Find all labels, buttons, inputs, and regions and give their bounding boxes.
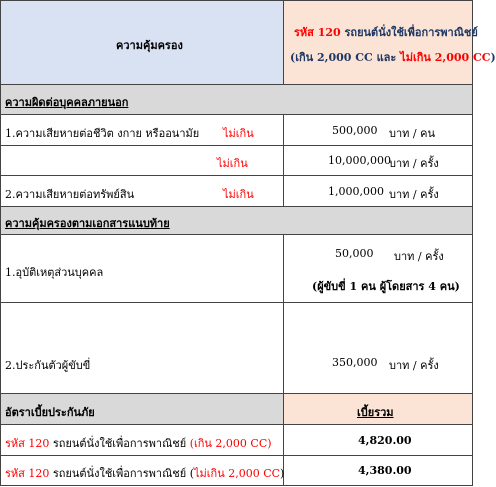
- header-cc-red: ไม่เกิน 2,000 CC: [400, 51, 491, 64]
- premium-column: เบี้ยรวม: [357, 406, 394, 419]
- row-limit: ไม่เกิน: [223, 188, 254, 201]
- row-left-cell: [0, 115, 284, 145]
- row-unit: บาท / ครั้ง: [394, 250, 444, 263]
- premium-desc: รถยนต์นั่งใช้เพื่อการพาณิชย์: [52, 467, 187, 480]
- row-amount: 500,000: [332, 124, 378, 137]
- header-left-label: ความคุ้มครอง: [116, 39, 183, 52]
- table-row: [0, 175, 473, 206]
- header-cc-open: (เกิน 2,000 CC และ: [290, 51, 397, 64]
- header-right-line2: [290, 48, 496, 66]
- row-label: 2.ความเสียหายต่อทรัพย์สิน: [5, 188, 135, 201]
- table-row: [0, 455, 473, 485]
- row-amount: 10,000,000: [328, 154, 391, 167]
- row-right-cell: [284, 146, 473, 175]
- row-left-cell: [0, 425, 284, 455]
- row-unit: บาท / ครั้ง: [389, 188, 439, 201]
- row-right-cell: [284, 303, 473, 393]
- row-unit: บาท / คน: [389, 127, 435, 140]
- header-right-line1: [294, 23, 478, 41]
- table-row: [0, 145, 473, 175]
- table-bottom-border: [0, 485, 473, 486]
- section1-title-cell: [0, 85, 473, 114]
- premium-row-text: [5, 434, 272, 452]
- row-unit: บาท / ครั้ง: [389, 157, 439, 170]
- row-amount: 50,000: [335, 247, 374, 260]
- section2-title-cell: [0, 207, 473, 234]
- header-cc-close: ): [490, 51, 496, 64]
- premium-row-text: [5, 464, 284, 482]
- premium-cc-red: ไม่เกิน 2,000 CC: [193, 467, 281, 480]
- section1-title: ความผิดต่อบุคคลภายนอก: [5, 96, 129, 109]
- row-limit: ไม่เกิน: [223, 127, 254, 140]
- row-left-cell: [0, 235, 284, 302]
- table-row: [0, 302, 473, 393]
- row-left-cell: [0, 176, 284, 206]
- header-code: รหัส 120: [294, 26, 341, 39]
- row-right-cell: [284, 425, 473, 455]
- premium-cc: (เกิน 2,000 CC): [189, 437, 272, 450]
- row-note: (ผู้ขับขี่ 1 คน ผู้โดยสาร 4 คน): [312, 280, 460, 293]
- row-label: 1.ความเสียหายต่อชีวิต งกาย หรืออนามัย: [5, 127, 200, 140]
- premium-total: 4,380.00: [358, 464, 412, 477]
- premium-desc: รถยนต์นั่งใช้เพื่อการพาณิชย์: [52, 437, 187, 450]
- row-amount: 350,000: [332, 356, 378, 369]
- row-label: 1.อุบัติเหตุส่วนบุคคล: [5, 266, 104, 279]
- header-left-cell: [0, 1, 284, 84]
- row-left-cell: [0, 456, 284, 485]
- premium-title: อัตราเบี้ยประกันภัย: [5, 406, 95, 419]
- premium-total: 4,820.00: [358, 434, 412, 447]
- premium-code: รหัส 120: [5, 437, 50, 450]
- premium-cc-open: (: [189, 467, 194, 480]
- header-row: [0, 0, 496, 84]
- section2-title-row: [0, 206, 473, 234]
- row-label: 2.ประกันตัวผู้ขับขี่: [5, 359, 91, 372]
- table-row: [0, 114, 473, 145]
- table-row: [0, 234, 473, 302]
- row-right-cell: [284, 176, 473, 206]
- row-unit: บาท / ครั้ง: [389, 359, 439, 372]
- row-right-cell: [284, 235, 473, 302]
- section1-title-row: [0, 84, 473, 114]
- row-left-cell: [0, 146, 284, 175]
- section2-title: ความคุ้มครองตามเอกสารแนบท้าย: [5, 217, 170, 230]
- row-right-cell: [284, 115, 473, 145]
- header-vehicle: รถยนต์นั่งใช้เพื่อการพาณิชย์: [344, 26, 478, 39]
- row-right-cell: [284, 456, 473, 485]
- table-row: [0, 424, 473, 455]
- row-left-cell: [0, 303, 284, 393]
- row-limit: ไม่เกิน: [217, 157, 248, 170]
- premium-column-cell: [284, 394, 473, 424]
- premium-cc-close: ): [280, 467, 285, 480]
- premium-header-row: [0, 393, 473, 424]
- row-amount: 1,000,000: [328, 185, 384, 198]
- header-right-cell: [284, 1, 496, 84]
- premium-code: รหัส 120: [5, 467, 50, 480]
- premium-title-cell: [0, 394, 284, 424]
